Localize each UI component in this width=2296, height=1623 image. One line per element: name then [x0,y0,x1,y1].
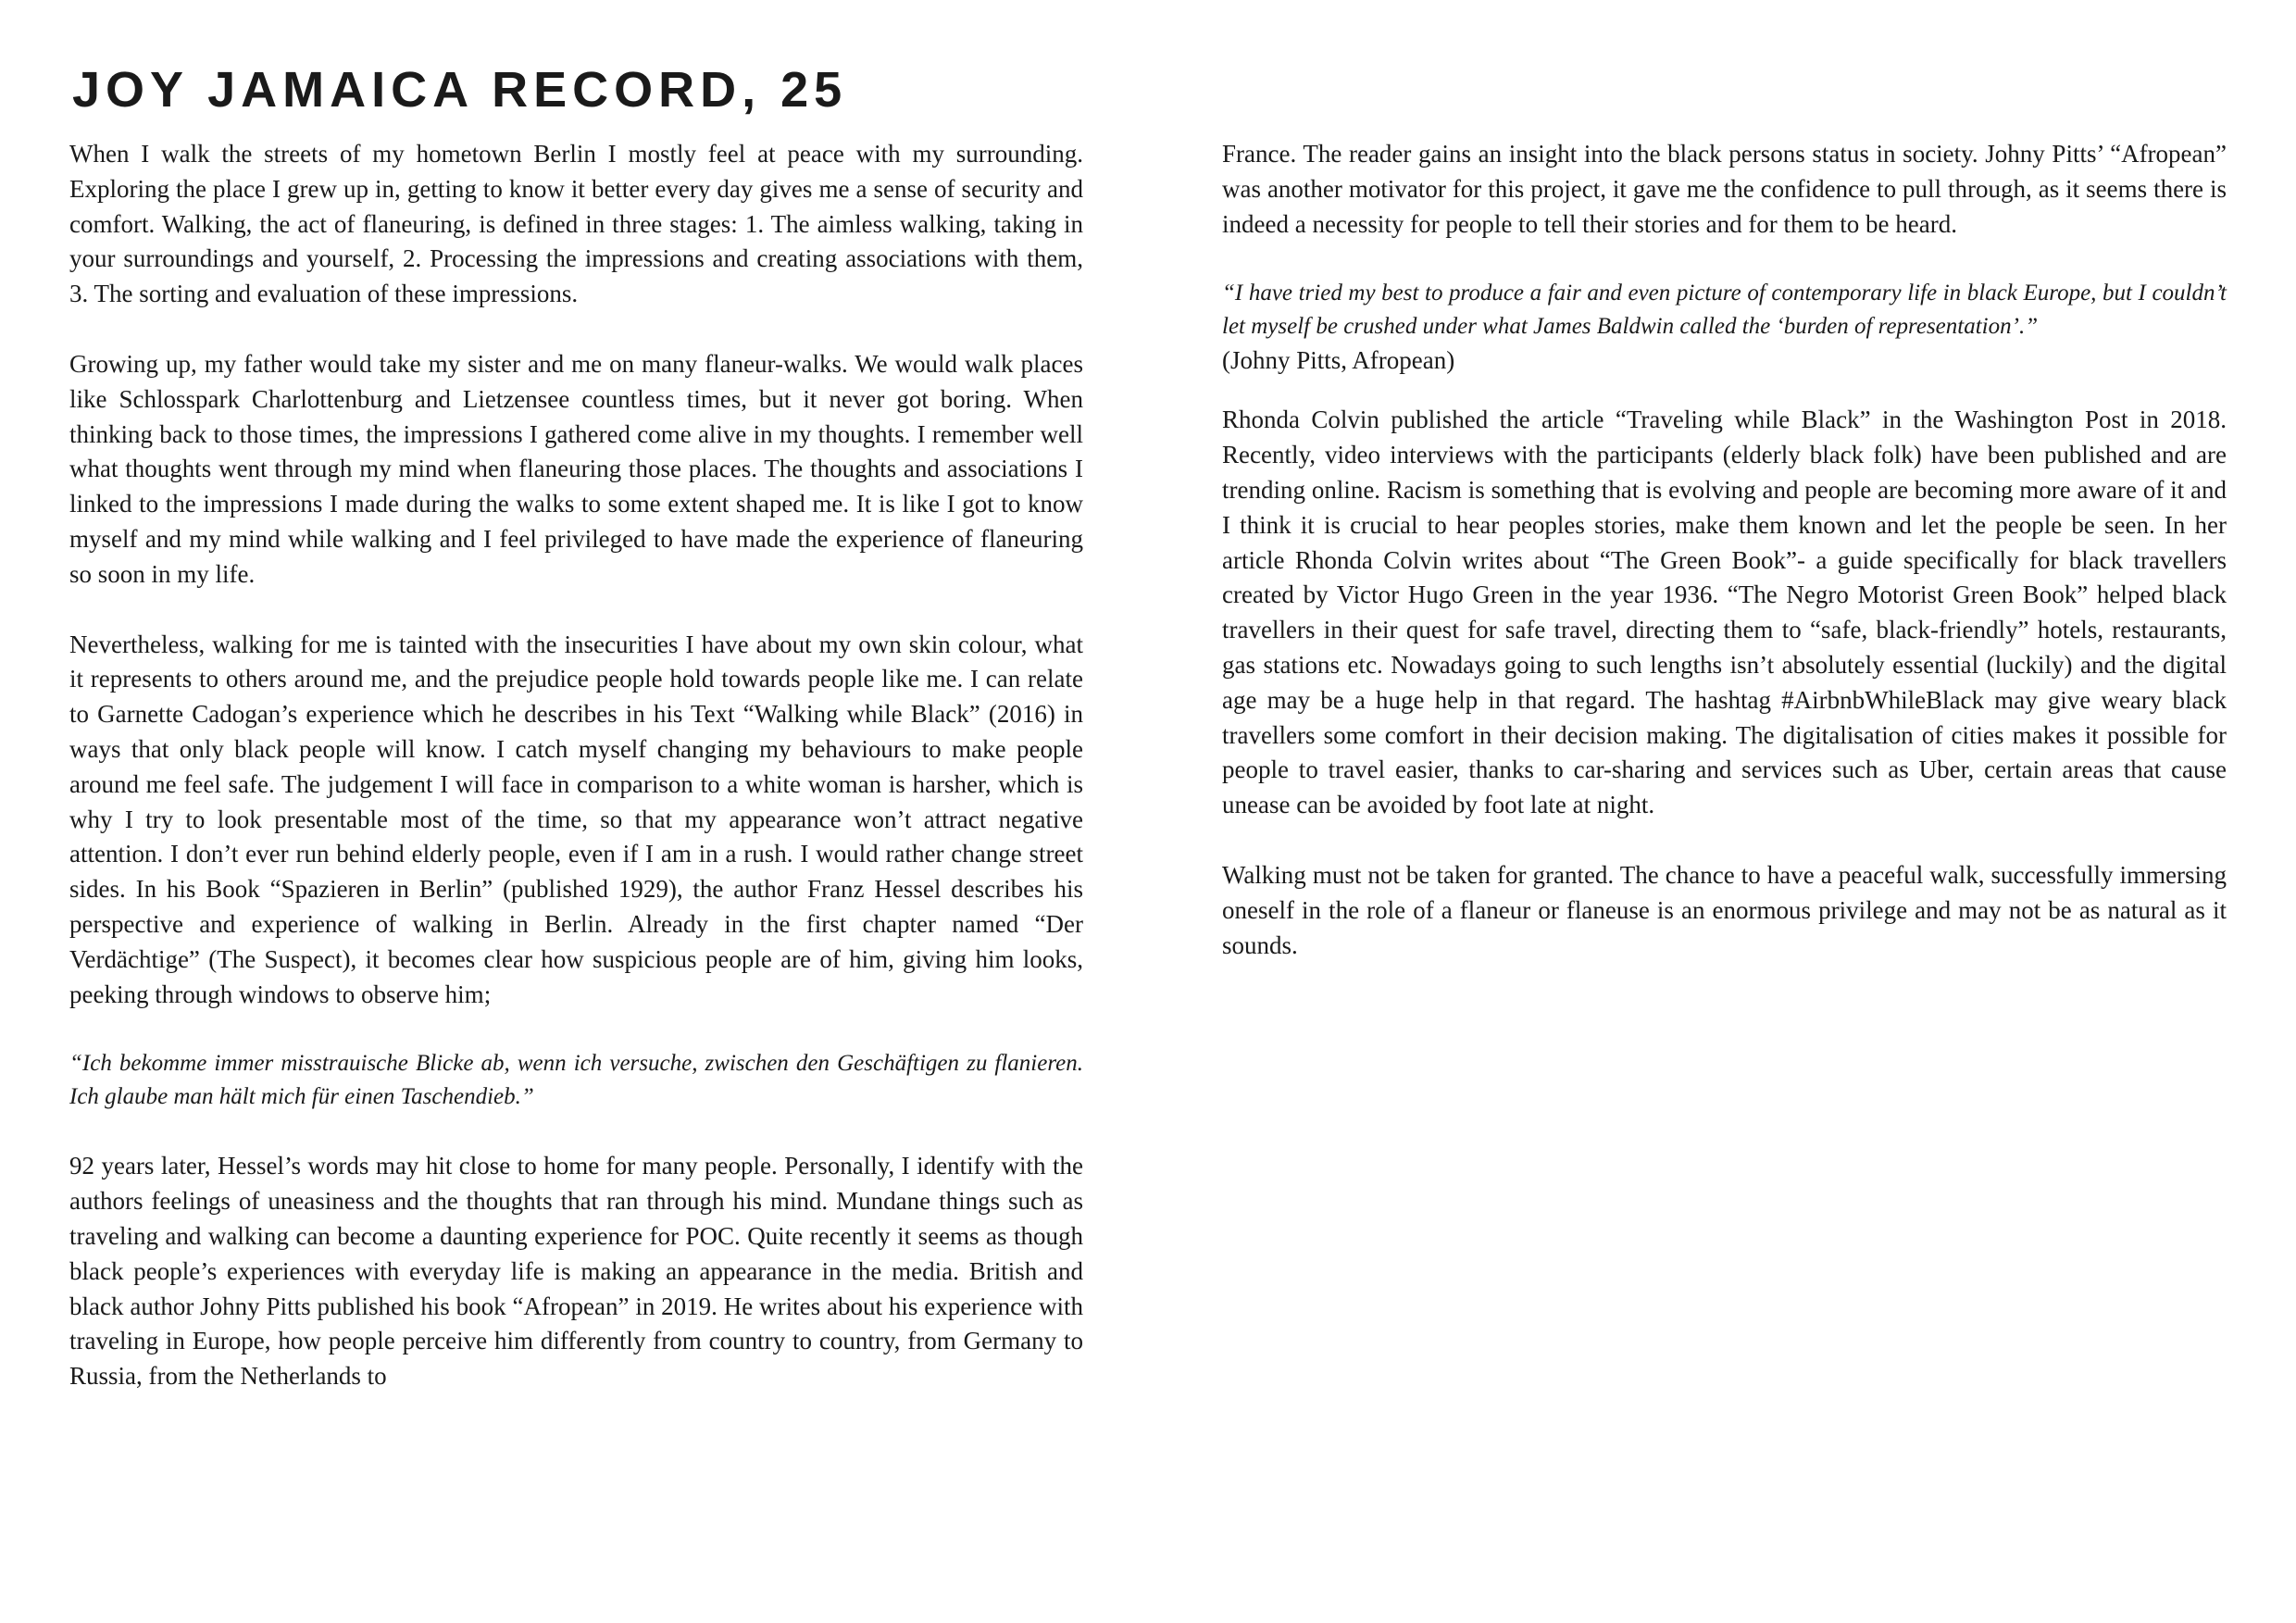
hessel-quote: “Ich bekomme immer misstrauische Blicke ab, wenn ich versuche, zwischen den Geschäftigen zu flanieren. Ich glaube man hält mich für einen Taschendieb.” [69,1051,1083,1110]
paragraph-92-years-later: 92 years later, Hessel’s words may hit close to home for many people. Personally, I identify with the authors feelings of uneasiness and the thoughts that ran through his mind. Mundane things such as traveling and walking can become a daunting experience for POC. Quite recently it seems as though black people’s experiences with everyday life is making an appearance in the media. British and black author Johny Pitts published his book “Afropean” in 2019. He writes about his experience with traveling in Europe, how people perceive him differently from country to country, from Germany to Russia, from the Netherlands to [69,1152,1083,1391]
pitts-quote-text: “I have tried my best to produce a fair and even picture of contemporary life in black Europe, but I couldn’t let myself be crushed under what James Baldwin called the ‘burden of representation’.” [1222,281,2227,340]
left-column [69,137,1083,1429]
paragraph-childhood: Growing up, my father would take my sister and me on many flaneur-walks. We would walk places like Schlosspark Charlottenburg and Lietzensee countless times, but it never got boring. When thinking back to those times, the impressions I gathered come alive in my thoughts. I remember well what thoughts went through my mind when flaneuring those places. The thoughts and associations I linked to the impressions I made during the walks to some extent shaped me. It is like I got to know myself and my mind while walking and I feel privileged to have made the experience of flaneuring so soon in my life. [69,349,1083,588]
paragraph-green-book: Rhonda Colvin published the article “Traveling while Black” in the Washington Post in 2018. Recently, video interviews with the participants (elderly black folk) have been published and are trending online. Racism is something that is evolving and people are becoming more aware of it and I think it is crucial to hear peoples stories, make them known and let the people be seen. In her article Rhonda Colvin writes about “The Green Book”- a guide specifically for black travellers created by Victor Hugo Green in the year 1936. “The Negro Motorist Green Book” helped black travellers in their quest for safe travel, directing them to “safe, black-friendly” hotels, restaurants, gas stations etc. Nowadays going to such lengths isn’t absolutely essential (luckily) and the digital age may be a huge help in that regard. The hashtag #AirbnbWhileBlack may give weary black travellers some comfort in their decision making. The digitalisation of cities makes it possible for people to travel easier, thanks to car-sharing and services such as Uber, certain areas that cause unease can be avoided by foot late at night. [1222,406,2227,819]
pitts-quote [1222,277,2227,377]
paragraph-conclusion: Walking must not be taken for granted. The chance to have a peaceful walk, successfully immersing oneself in the role of a flaneur or flaneuse is an enormous privilege and may not be as natural as it sounds. [1222,860,2227,959]
right-column [1222,137,2227,998]
page-title: JOY JAMAICA RECORD, 25 [72,62,848,118]
paragraph-insecurities: Nevertheless, walking for me is tainted with the insecurities I have about my own skin colour, what it represents to others around me, and the prejudice people hold towards people like me. I can relate to Garnette Cadogan’s experience which he describes in his Text “Walking while Black” (2016) in ways that only black people will know. I catch myself changing my behaviours to make people around me feel safe. The judgement I will face in comparison to a white woman is harsher, which is why I try to look presentable most of the time, so that my appearance won’t attract negative attention. I don’t ever run behind elderly people, even if I am in a rush. I would rather change street sides. In his Book “Spazieren in Berlin” (published 1929), the author Franz Hessel describes his perspective and experience of walking in Berlin. Already in the first chapter named “Der Verdächtige” (The Suspect), it becomes clear how suspicious people are of him, giving him looks, peeking through windows to observe him; [69,630,1083,1008]
paragraph-intro: When I walk the streets of my hometown Berlin I mostly feel at peace with my surrounding. Exploring the place I grew up in, getting to know it better every day gives me a sense of security and comfort. Walking, the act of flaneuring, is defined in three stages: 1. The aimless walking, taking in your surroundings and yourself, 2. Processing the impressions and creating associations with them, 3. The sorting and evaluation of these impressions. [69,140,1083,308]
pitts-quote-source: (Johny Pitts, Afropean) [1222,346,1455,375]
paragraph-afropean: France. The reader gains an insight into the black persons status in society. Johny Pitts’ “Afropean” was another motivator for this project, it gave me the confidence to pull through, as it seems there is indeed a necessity for people to tell their stories and for them to be heard. [1222,140,2227,238]
